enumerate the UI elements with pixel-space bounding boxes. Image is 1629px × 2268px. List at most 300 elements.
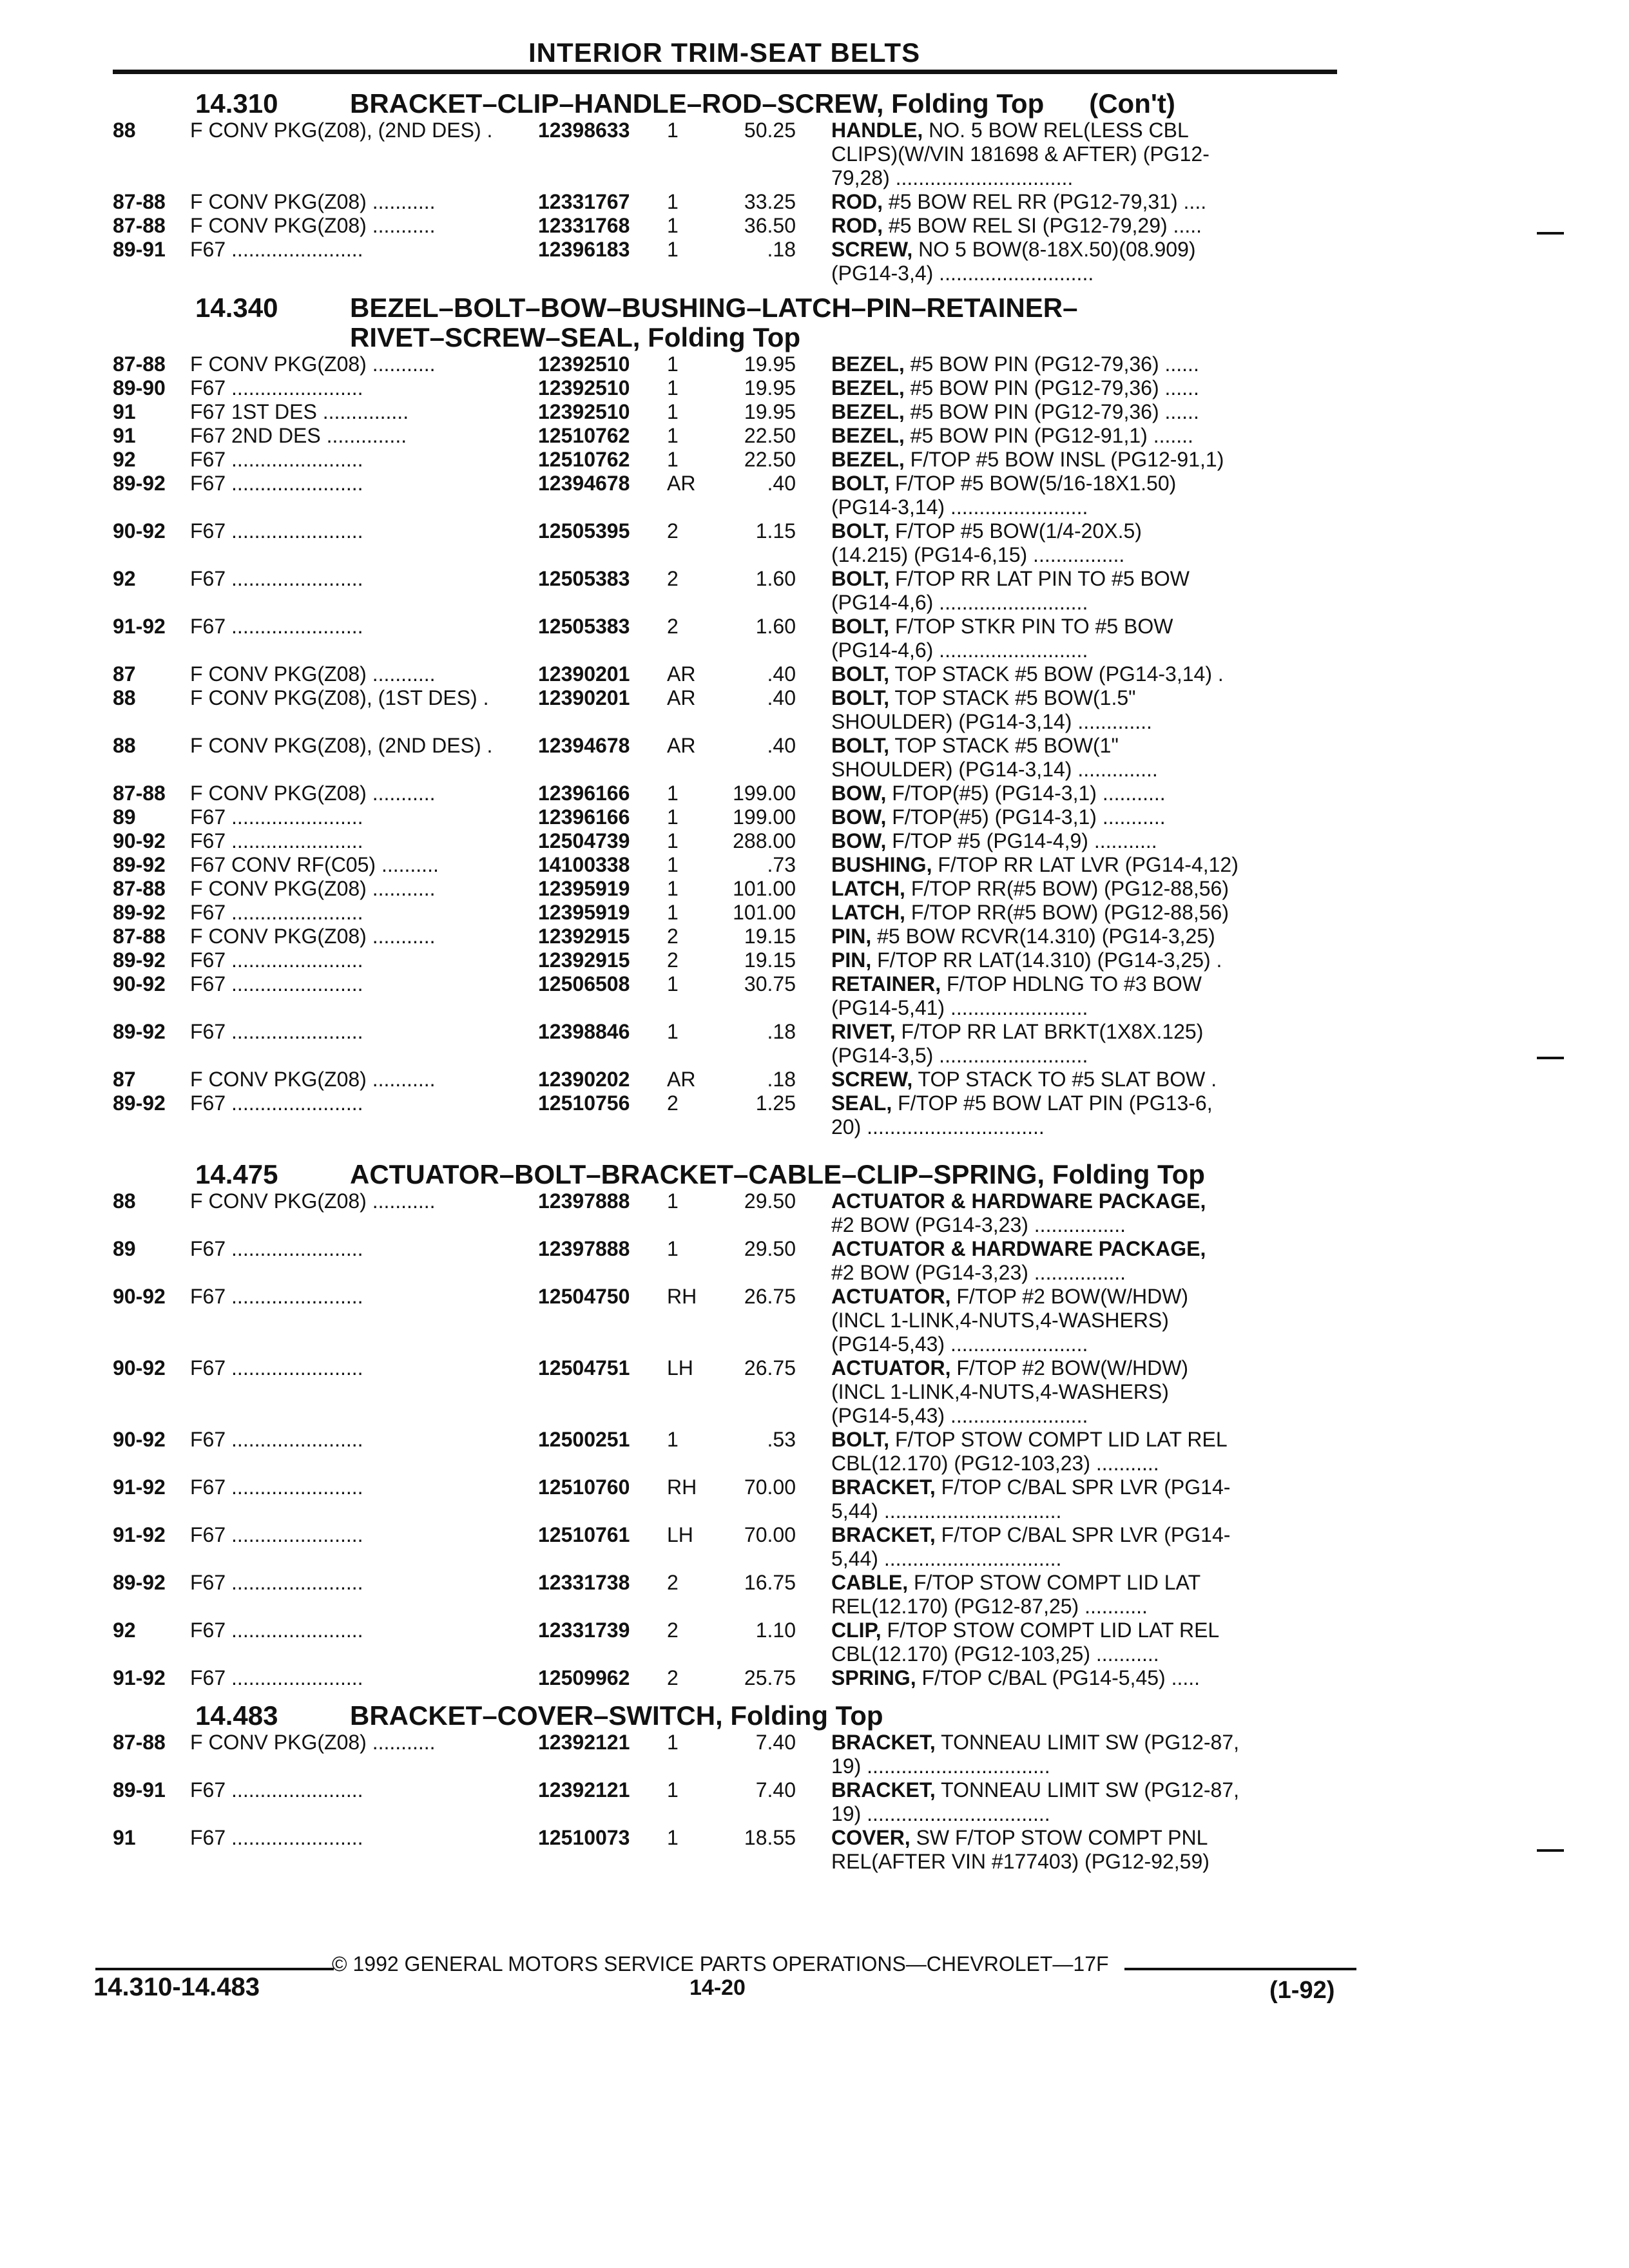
price: 22.50 — [744, 424, 796, 447]
price: 26.75 — [744, 1285, 796, 1308]
part-number: 12504739 — [538, 829, 630, 852]
part-number: 12396166 — [538, 805, 630, 829]
part-number: 12504751 — [538, 1356, 630, 1379]
description-line: (PG14-3,14) ........................ — [831, 495, 1088, 519]
model-year: 89-92 — [113, 1091, 166, 1115]
part-row — [113, 805, 1356, 829]
description-line: 19) ................................ — [831, 1802, 1050, 1825]
model-code: F67 ....................... — [190, 238, 363, 261]
price: .40 — [767, 662, 796, 686]
model-year: 91-92 — [113, 1666, 166, 1689]
part-row — [113, 853, 1356, 877]
price: 199.00 — [733, 805, 796, 829]
part-number: 12392121 — [538, 1731, 630, 1754]
price: 70.00 — [744, 1523, 796, 1546]
price: 1.15 — [755, 519, 796, 543]
description-line: SEAL, F/TOP #5 BOW LAT PIN (PG13-6, — [831, 1091, 1213, 1115]
model-code: F67 ....................... — [190, 376, 363, 399]
description-keyword: BEZEL, — [831, 400, 905, 423]
model-year: 90-92 — [113, 1428, 166, 1451]
description — [831, 424, 1308, 448]
model-year: 88 — [113, 734, 136, 757]
description-line: BOLT, F/TOP STOW COMPT LID LAT REL — [831, 1428, 1228, 1451]
description-line: (INCL 1-LINK,4-NUTS,4-WASHERS) — [831, 1380, 1169, 1403]
part-row — [113, 376, 1356, 400]
description-keyword: BUSHING, — [831, 853, 932, 876]
description-keyword: LATCH, — [831, 877, 905, 900]
model-year: 87-88 — [113, 925, 166, 948]
description — [831, 948, 1308, 972]
model-year: 92 — [113, 1619, 136, 1642]
quantity: RH — [667, 1475, 697, 1499]
model-code: F CONV PKG(Z08) ........... — [190, 925, 436, 948]
description — [831, 1237, 1308, 1285]
part-row — [113, 190, 1356, 214]
quantity: LH — [667, 1356, 693, 1379]
part-row — [113, 1475, 1356, 1523]
price: .18 — [767, 238, 796, 261]
description-line: LATCH, F/TOP RR(#5 BOW) (PG12-88,56) — [831, 877, 1229, 900]
description-line: 19) ................................ — [831, 1754, 1050, 1778]
description — [831, 214, 1308, 238]
description — [831, 925, 1308, 948]
part-row — [113, 925, 1356, 948]
description-keyword: BRACKET, — [831, 1523, 936, 1546]
quantity: 2 — [667, 1619, 679, 1642]
description-line: CBL(12.170) (PG12-103,25) ........... — [831, 1642, 1159, 1666]
part-row — [113, 1731, 1356, 1778]
margin-mark — [1537, 232, 1564, 235]
quantity: 1 — [667, 1731, 679, 1754]
part-row — [113, 1020, 1356, 1068]
description-line: 5,44) ............................... — [831, 1499, 1062, 1523]
description-line: SCREW, TOP STACK TO #5 SLAT BOW . — [831, 1068, 1217, 1091]
description — [831, 376, 1308, 400]
model-year: 89-92 — [113, 1020, 166, 1043]
model-year: 91 — [113, 400, 136, 423]
description — [831, 1475, 1308, 1523]
model-code: F CONV PKG(Z08) ........... — [190, 352, 436, 376]
model-year: 88 — [113, 686, 136, 709]
description-keyword: COVER, — [831, 1826, 911, 1849]
description-line: RIVET, F/TOP RR LAT BRKT(1X8X.125) — [831, 1020, 1204, 1043]
description-line: PIN, F/TOP RR LAT(14.310) (PG14-3,25) . — [831, 948, 1222, 972]
model-year: 88 — [113, 1189, 136, 1213]
description — [831, 1778, 1308, 1826]
description-line: CBL(12.170) (PG12-103,23) ........... — [831, 1452, 1159, 1475]
part-row — [113, 352, 1356, 376]
description-line: (PG14-5,43) ........................ — [831, 1332, 1088, 1356]
model-code: F67 ....................... — [190, 1475, 363, 1499]
part-row — [113, 972, 1356, 1020]
footer-section-range: 14.310-14.483 — [93, 1973, 260, 2001]
description-keyword: BOLT, — [831, 567, 890, 590]
model-code: F67 ....................... — [190, 1428, 363, 1451]
description-line: BOW, F/TOP(#5) (PG14-3,1) ........... — [831, 782, 1166, 805]
model-year: 90-92 — [113, 1356, 166, 1379]
model-code: F67 ....................... — [190, 805, 363, 829]
quantity: 1 — [667, 805, 679, 829]
description-keyword: BOLT, — [831, 519, 890, 543]
part-number: 12397888 — [538, 1189, 630, 1213]
price: 50.25 — [744, 119, 796, 142]
part-number: 12509962 — [538, 1666, 630, 1689]
model-code: F67 ....................... — [190, 1571, 363, 1594]
model-code: F67 ....................... — [190, 615, 363, 638]
part-number: 12390202 — [538, 1068, 630, 1091]
part-number: 12395919 — [538, 877, 630, 900]
footer-date: (1-92) — [1269, 1977, 1335, 2004]
price: .53 — [767, 1428, 796, 1451]
model-code: F CONV PKG(Z08) ........... — [190, 1189, 436, 1213]
description — [831, 1619, 1308, 1666]
description-keyword: BOW, — [831, 829, 887, 852]
model-code: F CONV PKG(Z08), (1ST DES) . — [190, 686, 489, 709]
part-number: 14100338 — [538, 853, 630, 876]
model-code: F CONV PKG(Z08) ........... — [190, 782, 436, 805]
price: .40 — [767, 472, 796, 495]
price: 19.15 — [744, 925, 796, 948]
description — [831, 1285, 1308, 1356]
quantity: RH — [667, 1285, 697, 1308]
description-line: SHOULDER) (PG14-3,14) ............. — [831, 710, 1152, 733]
section-title-line2: RIVET–SCREW–SEAL, Folding Top — [350, 322, 801, 352]
price: 29.50 — [744, 1237, 796, 1260]
description — [831, 853, 1308, 877]
model-year: 87-88 — [113, 1731, 166, 1754]
description — [831, 519, 1308, 567]
description-keyword: PIN, — [831, 948, 872, 972]
model-year: 89-91 — [113, 238, 166, 261]
description-line: BOLT, F/TOP #5 BOW(1/4-20X.5) — [831, 519, 1142, 543]
model-code: F67 ....................... — [190, 1666, 363, 1689]
part-row — [113, 1068, 1356, 1091]
part-number: 12504750 — [538, 1285, 630, 1308]
description-keyword: ACTUATOR, — [831, 1356, 951, 1379]
part-number: 12394678 — [538, 472, 630, 495]
part-row — [113, 901, 1356, 925]
description — [831, 1523, 1308, 1571]
description-line: (PG14-4,6) .......................... — [831, 639, 1088, 662]
model-year: 91-92 — [113, 1475, 166, 1499]
description-line: (PG14-5,43) ........................ — [831, 1404, 1088, 1427]
part-number: 12395919 — [538, 901, 630, 924]
footer-rule-right — [1124, 1968, 1356, 1970]
price: 199.00 — [733, 782, 796, 805]
description-line: SPRING, F/TOP C/BAL (PG14-5,45) ..... — [831, 1666, 1200, 1689]
part-number: 12510762 — [538, 424, 630, 447]
part-number: 12500251 — [538, 1428, 630, 1451]
description-keyword: HANDLE, — [831, 119, 923, 142]
model-code: F67 ....................... — [190, 1237, 363, 1260]
quantity: 1 — [667, 853, 679, 876]
section-number: 14.475 — [195, 1159, 278, 1189]
quantity: 1 — [667, 972, 679, 995]
description-line: (PG14-3,5) .......................... — [831, 1044, 1088, 1067]
part-number: 12510760 — [538, 1475, 630, 1499]
model-year: 90-92 — [113, 972, 166, 995]
quantity: 1 — [667, 1189, 679, 1213]
description-line: BOW, F/TOP #5 (PG14-4,9) ........... — [831, 829, 1157, 852]
model-year: 92 — [113, 567, 136, 590]
model-code: F67 ....................... — [190, 1523, 363, 1546]
header-rule — [113, 70, 1337, 74]
quantity: 1 — [667, 448, 679, 471]
model-code: F67 ....................... — [190, 1778, 363, 1802]
price: .40 — [767, 686, 796, 709]
section-heading — [113, 1701, 1356, 1731]
price: 18.55 — [744, 1826, 796, 1849]
quantity: LH — [667, 1523, 693, 1546]
description-line: (14.215) (PG14-6,15) ................ — [831, 543, 1125, 566]
description-keyword: ACTUATOR & HARDWARE PACKAGE, — [831, 1189, 1206, 1213]
model-year: 89 — [113, 1237, 136, 1260]
price: 26.75 — [744, 1356, 796, 1379]
model-year: 89 — [113, 805, 136, 829]
description-line: BOLT, TOP STACK #5 BOW(1.5" — [831, 686, 1136, 709]
part-number: 12510073 — [538, 1826, 630, 1849]
description — [831, 662, 1308, 686]
part-number: 12331739 — [538, 1619, 630, 1642]
part-row — [113, 782, 1356, 805]
part-row — [113, 948, 1356, 972]
description — [831, 472, 1308, 519]
part-number: 12392510 — [538, 400, 630, 423]
description — [831, 615, 1308, 662]
quantity: 1 — [667, 190, 679, 213]
section-heading — [113, 293, 1356, 352]
part-row — [113, 1285, 1356, 1356]
section-title — [350, 293, 1356, 352]
model-year: 89-92 — [113, 472, 166, 495]
model-code: F67 ....................... — [190, 948, 363, 972]
price: 1.60 — [755, 567, 796, 590]
quantity: 2 — [667, 925, 679, 948]
description-line: LATCH, F/TOP RR(#5 BOW) (PG12-88,56) — [831, 901, 1229, 924]
model-year: 87 — [113, 1068, 136, 1091]
section-title — [350, 1160, 1356, 1189]
price: 25.75 — [744, 1666, 796, 1689]
part-number: 12392121 — [538, 1778, 630, 1802]
description-keyword: BOLT, — [831, 686, 890, 709]
model-code: F67 ....................... — [190, 1091, 363, 1115]
model-code: F CONV PKG(Z08) ........... — [190, 1731, 436, 1754]
section-14-483 — [113, 1701, 1356, 1874]
description-line: BRACKET, TONNEAU LIMIT SW (PG12-87, — [831, 1778, 1240, 1802]
description-line: BEZEL, #5 BOW PIN (PG12-79,36) ...... — [831, 352, 1199, 376]
description — [831, 877, 1308, 901]
description-keyword: ROD, — [831, 190, 883, 213]
description-keyword: SCREW, — [831, 1068, 913, 1091]
part-number: 12506508 — [538, 972, 630, 995]
description-keyword: SEAL, — [831, 1091, 892, 1115]
description-keyword: BEZEL, — [831, 448, 905, 471]
description-line: PIN, #5 BOW RCVR(14.310) (PG14-3,25) — [831, 925, 1215, 948]
part-number: 12392915 — [538, 948, 630, 972]
description — [831, 1731, 1308, 1778]
part-row — [113, 1523, 1356, 1571]
part-number: 12510762 — [538, 448, 630, 471]
quantity: 2 — [667, 615, 679, 638]
description-line: RETAINER, F/TOP HDLNG TO #3 BOW — [831, 972, 1202, 995]
quantity: 1 — [667, 376, 679, 399]
description-line — [831, 1189, 1308, 1213]
model-year: 87-88 — [113, 190, 166, 213]
description-keyword: BOLT, — [831, 472, 890, 495]
footer-rule-left — [95, 1968, 334, 1970]
description-line: (PG14-4,6) .......................... — [831, 591, 1088, 614]
description-line: BOW, F/TOP(#5) (PG14-3,1) ........... — [831, 805, 1166, 829]
quantity: AR — [667, 734, 696, 757]
model-code: F67 ....................... — [190, 972, 363, 995]
description-line: ROD, #5 BOW REL RR (PG12-79,31) .... — [831, 190, 1207, 213]
part-number: 12510761 — [538, 1523, 630, 1546]
model-code: F67 ....................... — [190, 829, 363, 852]
part-row — [113, 734, 1356, 782]
price: 70.00 — [744, 1475, 796, 1499]
description-keyword: BEZEL, — [831, 352, 905, 376]
description-keyword: BRACKET, — [831, 1475, 936, 1499]
description-line: BRACKET, F/TOP C/BAL SPR LVR (PG14- — [831, 1475, 1231, 1499]
price: 1.25 — [755, 1091, 796, 1115]
price: 36.50 — [744, 214, 796, 237]
part-row — [113, 1189, 1356, 1237]
price: 16.75 — [744, 1571, 796, 1594]
model-code: F67 ....................... — [190, 1285, 363, 1308]
model-year: 90-92 — [113, 829, 166, 852]
part-number: 12331738 — [538, 1571, 630, 1594]
description-keyword: PIN, — [831, 925, 872, 948]
description-line: BOLT, F/TOP #5 BOW(5/16-18X1.50) — [831, 472, 1177, 495]
quantity: AR — [667, 686, 696, 709]
part-row — [113, 1666, 1356, 1690]
quantity: 2 — [667, 1091, 679, 1115]
part-number: 12331767 — [538, 190, 630, 213]
description-line: CABLE, F/TOP STOW COMPT LID LAT — [831, 1571, 1201, 1594]
description-line: (PG14-3,4) ........................... — [831, 262, 1094, 285]
model-year: 89-92 — [113, 853, 166, 876]
part-row — [113, 424, 1356, 448]
part-row — [113, 519, 1356, 567]
part-row — [113, 400, 1356, 424]
description — [831, 972, 1308, 1020]
model-year: 91 — [113, 424, 136, 447]
model-year: 89-92 — [113, 1571, 166, 1594]
price: 19.95 — [744, 352, 796, 376]
description — [831, 1666, 1308, 1690]
model-code: F67 ....................... — [190, 1619, 363, 1642]
page-header-title: INTERIOR TRIM-SEAT BELTS — [528, 37, 921, 68]
model-code: F67 ....................... — [190, 1826, 363, 1849]
description-line: 5,44) ............................... — [831, 1547, 1062, 1570]
part-row — [113, 1778, 1356, 1826]
description-line: BOLT, F/TOP STKR PIN TO #5 BOW — [831, 615, 1173, 638]
part-row — [113, 1356, 1356, 1428]
description-keyword: RETAINER, — [831, 972, 941, 995]
model-year: 87-88 — [113, 352, 166, 376]
model-code: F CONV PKG(Z08) ........... — [190, 1068, 436, 1091]
price: 33.25 — [744, 190, 796, 213]
description — [831, 1826, 1308, 1874]
description — [831, 734, 1308, 782]
model-code: F67 1ST DES ............... — [190, 400, 409, 423]
part-row — [113, 662, 1356, 686]
quantity: 1 — [667, 424, 679, 447]
section-14-310 — [113, 89, 1356, 285]
description — [831, 190, 1308, 214]
quantity: 1 — [667, 1428, 679, 1451]
footer-copyright: © 1992 GENERAL MOTORS SERVICE PARTS OPERATIONS—CHEVROLET—17F — [332, 1952, 1109, 1975]
model-code: F CONV PKG(Z08) ........... — [190, 214, 436, 237]
part-number: 12505395 — [538, 519, 630, 543]
section-title — [350, 1701, 1356, 1731]
description-keyword: BEZEL, — [831, 376, 905, 399]
price: 288.00 — [733, 829, 796, 852]
part-number: 12392915 — [538, 925, 630, 948]
description-keyword: ROD, — [831, 214, 883, 237]
description-keyword: SCREW, — [831, 238, 913, 261]
part-number: 12505383 — [538, 615, 630, 638]
description-line — [831, 1237, 1308, 1261]
quantity: 2 — [667, 1666, 679, 1689]
model-year: 91 — [113, 1826, 136, 1849]
model-year: 92 — [113, 448, 136, 471]
description — [831, 686, 1308, 734]
description — [831, 1571, 1308, 1619]
model-code: F CONV PKG(Z08) ........... — [190, 190, 436, 213]
quantity: 1 — [667, 1826, 679, 1849]
price: 1.10 — [755, 1619, 796, 1642]
description-line: #2 BOW (PG14-3,23) ................ — [831, 1261, 1126, 1284]
model-code: F CONV PKG(Z08) ........... — [190, 662, 436, 686]
part-number: 12396166 — [538, 782, 630, 805]
section-14-340 — [113, 293, 1356, 1139]
price: 22.50 — [744, 448, 796, 471]
description — [831, 1356, 1308, 1428]
price: 101.00 — [733, 877, 796, 900]
part-row — [113, 238, 1356, 285]
part-number: 12510756 — [538, 1091, 630, 1115]
price: 29.50 — [744, 1189, 796, 1213]
part-row — [113, 686, 1356, 734]
model-code: F67 ....................... — [190, 1356, 363, 1379]
description-keyword: BRACKET, — [831, 1778, 936, 1802]
part-number: 12390201 — [538, 686, 630, 709]
description — [831, 782, 1308, 805]
section-continued-label: (Con't) — [1089, 88, 1175, 119]
quantity: 1 — [667, 1020, 679, 1043]
description — [831, 1020, 1308, 1068]
quantity: 1 — [667, 400, 679, 423]
description-keyword: ACTUATOR, — [831, 1285, 951, 1308]
model-code: F67 ....................... — [190, 472, 363, 495]
description-line: ACTUATOR, F/TOP #2 BOW(W/HDW) — [831, 1356, 1189, 1379]
quantity: 1 — [667, 877, 679, 900]
description-line: BEZEL, F/TOP #5 BOW INSL (PG12-91,1) — [831, 448, 1224, 471]
description-line: REL(AFTER VIN #177403) (PG12-92,59) — [831, 1850, 1210, 1873]
quantity: 1 — [667, 1778, 679, 1802]
part-row — [113, 615, 1356, 662]
description-line: BOLT, TOP STACK #5 BOW(1" — [831, 734, 1119, 757]
description-line: BOLT, F/TOP RR LAT PIN TO #5 BOW — [831, 567, 1190, 590]
price: .18 — [767, 1068, 796, 1091]
model-year: 87 — [113, 662, 136, 686]
quantity: 2 — [667, 519, 679, 543]
section-number: 14.310 — [195, 88, 278, 119]
section-title — [350, 89, 1356, 119]
description-line: #2 BOW (PG14-3,23) ................ — [831, 1213, 1126, 1236]
description-keyword: BRACKET, — [831, 1731, 936, 1754]
